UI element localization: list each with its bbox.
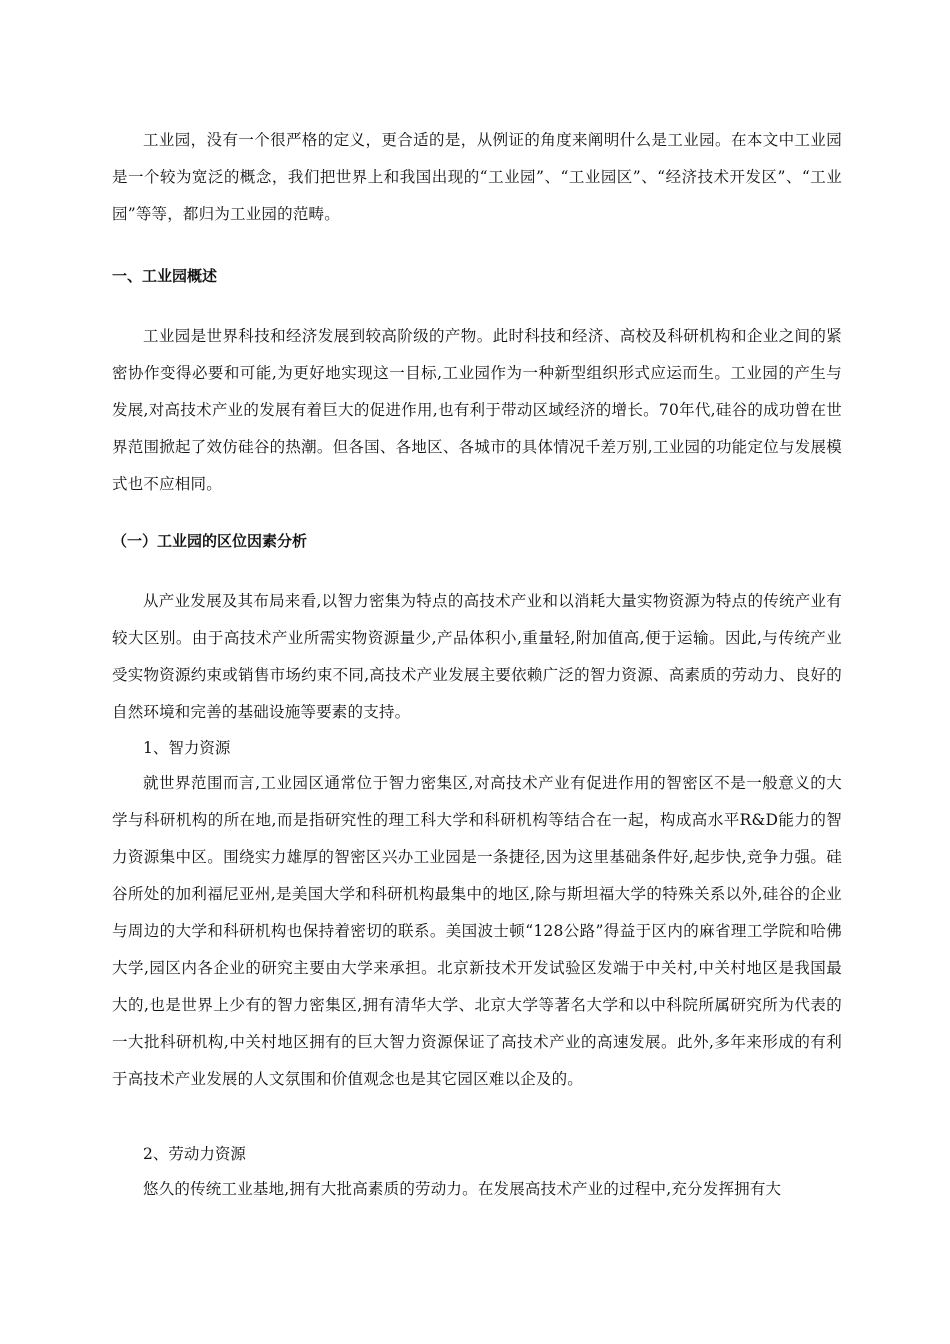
intellectual-resources-paragraph: 就世界范围而言,工业园区通常位于智力密集区,对高技术产业有促进作用的智密区不是一般意义的大学与科研机构的所在地,而是指研究性的理工科大学和科研机构等结合在一起，构成高水平R&D能力的智力资源集中区。围绕实力雄厚的智密区兴办工业园是一条捷径,因为这里基础条件好,起步快,竞争力强。硅谷所处的加利福尼亚州,是美国大学和科研机构最集中的地区,除与斯坦福大学的特殊关系以外,硅谷的企业与周边的大学和科研机构也保持着密切的联系。美国波士顿“128公路”得益于区内的麻省理工学院和哈佛大学,园区内各企业的研究主要由大学来承担。北京新技术开发试验区发端于中关村,中关村地区是我国最大的,也是世界上少有的智力密集区,拥有清华大学、北京大学等著名大学和以中科院所属研究所为代表的一大批科研机构,中关村地区拥有的巨大智力资源保证了高技术产业的高速发展。此外,多年来形成的有利于高技术产业发展的人文氛围和价值观念也是其它园区难以企及的。 [112,774,842,1088]
item-heading-labor-resources: 2、劳动力资源 [143,1145,246,1163]
section-heading-overview: 一、工业园概述 [112,267,218,285]
item-heading-intellectual-resources: 1、智力资源 [143,739,231,757]
overview-paragraph: 工业园是世界科技和经济发展到较高阶级的产物。此时科技和经济、高校及科研机构和企业之间的紧密协作变得必要和可能,为更好地实现这一目标,工业园作为一种新型组织形式应运而生。工业园的产生与发展,对高技术产业的发展有着巨大的促进作用,也有利于带动区域经济的增长。70年代,硅谷的成功曾在世界范围掀起了效仿硅谷的热潮。但各国、各地区、各城市的具体情况千差万别,工业园的功能定位与发展模式也不应相同。 [112,327,842,493]
labor-resources-paragraph: 悠久的传统工业基地,拥有大批高素质的劳动力。在发展高技术产业的过程中,充分发挥拥有大 [143,1180,782,1198]
subsection-heading-location-factors: （一）工业园的区位因素分析 [112,532,308,550]
intro-paragraph: 工业园，没有一个很严格的定义，更合适的是，从例证的角度来阐明什么是工业园。在本文中工业园是一个较为宽泛的概念，我们把世界上和我国出现的“工业园”、“工业园区”、“经济技术开发区”、“工业园”等等，都归为工业园的范畴。 [112,131,842,223]
location-factors-paragraph: 从产业发展及其布局来看,以智力密集为特点的高技术产业和以消耗大量实物资源为特点的传统产业有较大区别。由于高技术产业所需实物资源量少,产品体积小,重量轻,附加值高,便于运输。因此,与传统产业受实物资源约束或销售市场约束不同,高技术产业发展主要依赖广泛的智力资源、高素质的劳动力、良好的自然环境和完善的基础设施等要素的支持。 [112,592,842,721]
